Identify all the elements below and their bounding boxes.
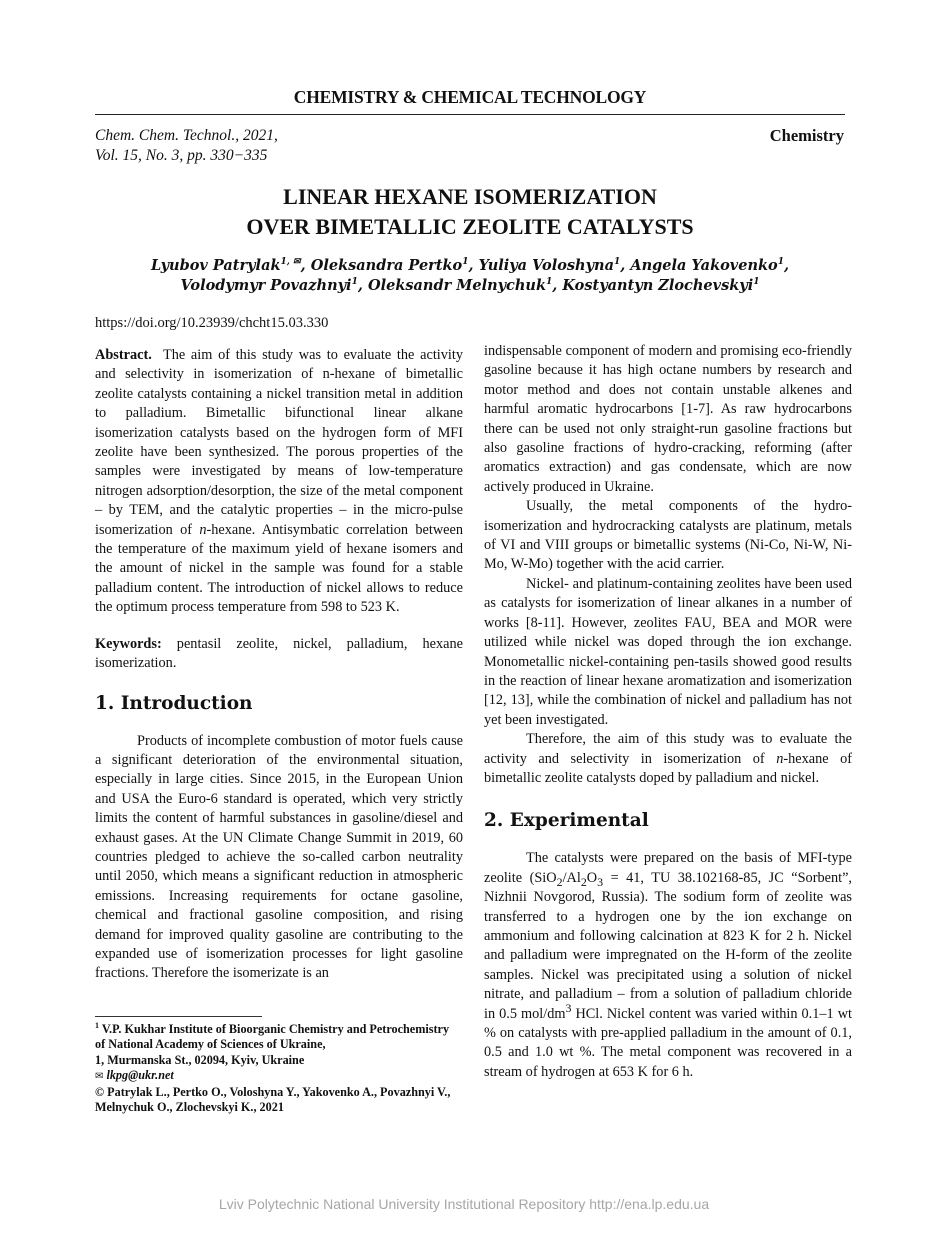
abstract bbox=[95, 346, 463, 618]
footnote-mark: 1 bbox=[95, 1020, 99, 1030]
intro-p4-text-2: -hexane of bimetallic zeolite catalysts doped by palladium and nickel. bbox=[484, 750, 853, 786]
author: Yuliya Voloshyna bbox=[478, 257, 614, 274]
keywords bbox=[95, 635, 463, 674]
author: Oleksandra Pertko bbox=[310, 257, 463, 274]
author-affiliation-mark: 1 bbox=[462, 257, 469, 268]
exp-text: O bbox=[586, 869, 598, 886]
author-list bbox=[95, 256, 845, 296]
exp-text: = 41, TU 38.102168-85, JC “Sorbent”, Nizhnii Novgorod, Russia). The sodium form of zeolite was transferred to a hydrogen one by the ion exchange on ammonium and following calcination at 823 K for 2 h. Nickel and palladium were impregnated on the H-form of the zeolite samples. Nickel was precipitated using a solution of nickel nitrate, and palladium – from a solution of palladium chloride in 0.5 mol/dm bbox=[484, 869, 852, 1022]
experimental-heading: 2. Experimental bbox=[484, 810, 649, 832]
author-affiliation-mark: 1, ✉ bbox=[280, 257, 301, 268]
exp-sub: 2 bbox=[556, 874, 563, 889]
exp-sup: 3 bbox=[565, 1000, 572, 1015]
author-separator: , bbox=[357, 277, 368, 294]
author-affiliation-mark: 1 bbox=[753, 277, 760, 288]
exp-text: The catalysts were prepared on the basis of MFI-type zeolite (SiO bbox=[484, 850, 852, 886]
author-line-1 bbox=[95, 256, 845, 276]
title-line-2: OVER BIMETALLIC ZEOLITE CATALYSTS bbox=[246, 214, 694, 239]
author-separator: , bbox=[783, 257, 790, 274]
citation-line-1: Chem. Chem. Technol., 2021, bbox=[95, 127, 278, 144]
keywords-label: Keywords: bbox=[95, 635, 162, 652]
doi-link[interactable]: https://doi.org/10.23939/chcht15.03.330 bbox=[95, 315, 329, 331]
abstract-text-2: -hexane. Antisymbatic correlation between the temperature of the maximum yield of hexane isomers and the amount of nickel in the sample was found for a stable palladium content. The introduction of nickel allows to reduce the optimum process temperature from 598 to 523 K. bbox=[95, 521, 463, 616]
intro-p4-italic: n bbox=[776, 750, 784, 767]
journal-header: CHEMISTRY & CHEMICAL TECHNOLOGY bbox=[293, 87, 647, 107]
experimental-paragraph bbox=[484, 849, 852, 1082]
section-tag: Chemistry bbox=[769, 126, 844, 145]
intro-paragraph-1: Products of incomplete combustion of motor fuels cause a significant deterioration of the environmental situation, especially in large cities. Since 2015, in the European Union and USA the Euro-6 standard is operated, which very strictly limits the content of harmful substances in gasoline/diesel and exhaust gases. At the UN Climate Change Summit in 2019, 60 countries pledged to achieve the so-called carbon neutrality until 2050, which means a significant reduction in atmospheric emissions. Increasing requirements for octane gasoline, chemical and fractional gasoline composition, and rising demand for improved quality gasoline are contributing to the expanded use of isomerization processes for light gasoline fractions. Therefore the isomerizate is an bbox=[95, 732, 463, 982]
abstract-text: The aim of this study was to evaluate the activity and selectivity in isomerization of n-hexane of bimetallic zeolite catalysts containing a nickel transition metal in addition to palladium. Bimetallic bifunctional linear alkane isomerization catalysts based on the hydrogen form of MFI zeolite have been synthesized. The porous properties of the samples were investigated by means of low-temperature nitrogen adsorption/desorption, the size of the metal component – by TEM, and the catalytic properties – in the micro-pulse isomerization of bbox=[95, 347, 464, 538]
footnote-rule bbox=[95, 1016, 262, 1017]
exp-sub: 3 bbox=[597, 874, 604, 889]
author: Oleksandr Melnychuk bbox=[367, 277, 547, 294]
intro-paragraph-2: Usually, the metal components of the hydro-isomerization and hydrocracking catalysts are platinum, metals of VI and VIII groups or bimetallic systems (Ni-Co, Ni-W, Ni-Mo, W-Mo) together with the acid carrier. bbox=[484, 498, 852, 573]
abstract-italic: n bbox=[199, 521, 207, 538]
title-line-1: LINEAR HEXANE ISOMERIZATION bbox=[283, 184, 657, 209]
author-affiliation-mark: 1 bbox=[777, 257, 784, 268]
author-separator: , bbox=[620, 257, 631, 274]
affiliation-line-1: V.P. Kukhar Institute of Bioorganic Chemistry and Petrochemistry bbox=[101, 1022, 450, 1036]
affiliation-line-3: 1, Murmanska St., 02094, Kyiv, Ukraine bbox=[95, 1052, 305, 1067]
author: Volodymyr Povazhnyi bbox=[180, 277, 352, 294]
affiliation-line-2: of National Academy of Sciences of Ukraine, bbox=[95, 1037, 326, 1052]
header-rule bbox=[95, 114, 845, 115]
keywords-text: pentasil zeolite, nickel, palladium, hexane isomerization. bbox=[95, 635, 463, 672]
author-affiliation-mark: 1 bbox=[351, 277, 358, 288]
author: Lyubov Patrylak bbox=[150, 257, 281, 274]
author-affiliation-mark: 1 bbox=[613, 257, 621, 268]
exp-text: HCl. Nickel content was varied within 0.1–1 wt % on catalysts with pre-applied palladium in the amount of 0.1, 0.5 and 1.0 wt %. The metal component was recovered in a stream of hydrogen at 653 K for 6 h. bbox=[484, 1005, 852, 1080]
author-separator: , bbox=[552, 277, 563, 294]
author: Angela Yakovenko bbox=[630, 257, 778, 274]
exp-sub: 2 bbox=[580, 874, 587, 889]
author: Kostyantyn Zlochevskyi bbox=[562, 277, 754, 294]
citation bbox=[95, 126, 278, 166]
intro-paragraph-3: Nickel- and platinum-containing zeolites have been used as catalysts for isomerization of linear alkanes in a number of works [8-11]. However, zeolites FAU, BEA and MOR were utilized while nickel was doped through the ion exchange. Monometallic nickel-containing pen-tasils showed good results in the reaction of linear hexane aromatization and isomerization [12, 13], while the combination of nickel and palladium has not yet been investigated. bbox=[484, 575, 852, 728]
intro-paragraph-4 bbox=[484, 730, 852, 788]
intro-paragraph-1-continued: indispensable component of modern and promising eco-friendly gasoline because it has high octane numbers by research and motor method and does not contain unstable alkenes and harmful aromatic hydrocarbons [1-7]. As raw hydrocarbons there can be used not only straight-run gasoline fractions but also gasoline fractions of hydro-cracking, reforming (after aromatics extraction) and gas condensate, which are now actively produced in Ukraine. bbox=[484, 343, 852, 495]
author-line-2 bbox=[95, 276, 845, 296]
abstract-label: Abstract. bbox=[95, 347, 152, 363]
intro-p4-text: Therefore, the aim of this study was to evaluate the activity and selectivity in isomerization of bbox=[484, 731, 852, 767]
mail-icon: ✉ bbox=[95, 1071, 104, 1083]
right-column bbox=[484, 342, 852, 1082]
paper-title bbox=[95, 182, 845, 242]
citation-line-2: Vol. 15, No. 3, pp. 330−335 bbox=[95, 147, 268, 164]
author-separator: , bbox=[300, 257, 311, 274]
copyright: © Patrylak L., Pertko O., Voloshyna Y., Yakovenko A., Povazhnyi V., Melnychuk O., Zlochevskyi K., 2021 bbox=[95, 1084, 451, 1115]
author-separator: , bbox=[468, 257, 479, 274]
intro-heading: 1. Introduction bbox=[95, 692, 253, 714]
footnote bbox=[95, 1022, 465, 1115]
author-affiliation-mark: 1 bbox=[546, 277, 553, 288]
left-column bbox=[95, 346, 463, 984]
email-link[interactable]: lkpg@ukr.net bbox=[106, 1068, 174, 1083]
exp-text: /Al bbox=[562, 869, 581, 886]
repository-watermark: Lviv Polytechnic National University Institutional Repository http://ena.lp.edu.ua bbox=[218, 1196, 710, 1212]
